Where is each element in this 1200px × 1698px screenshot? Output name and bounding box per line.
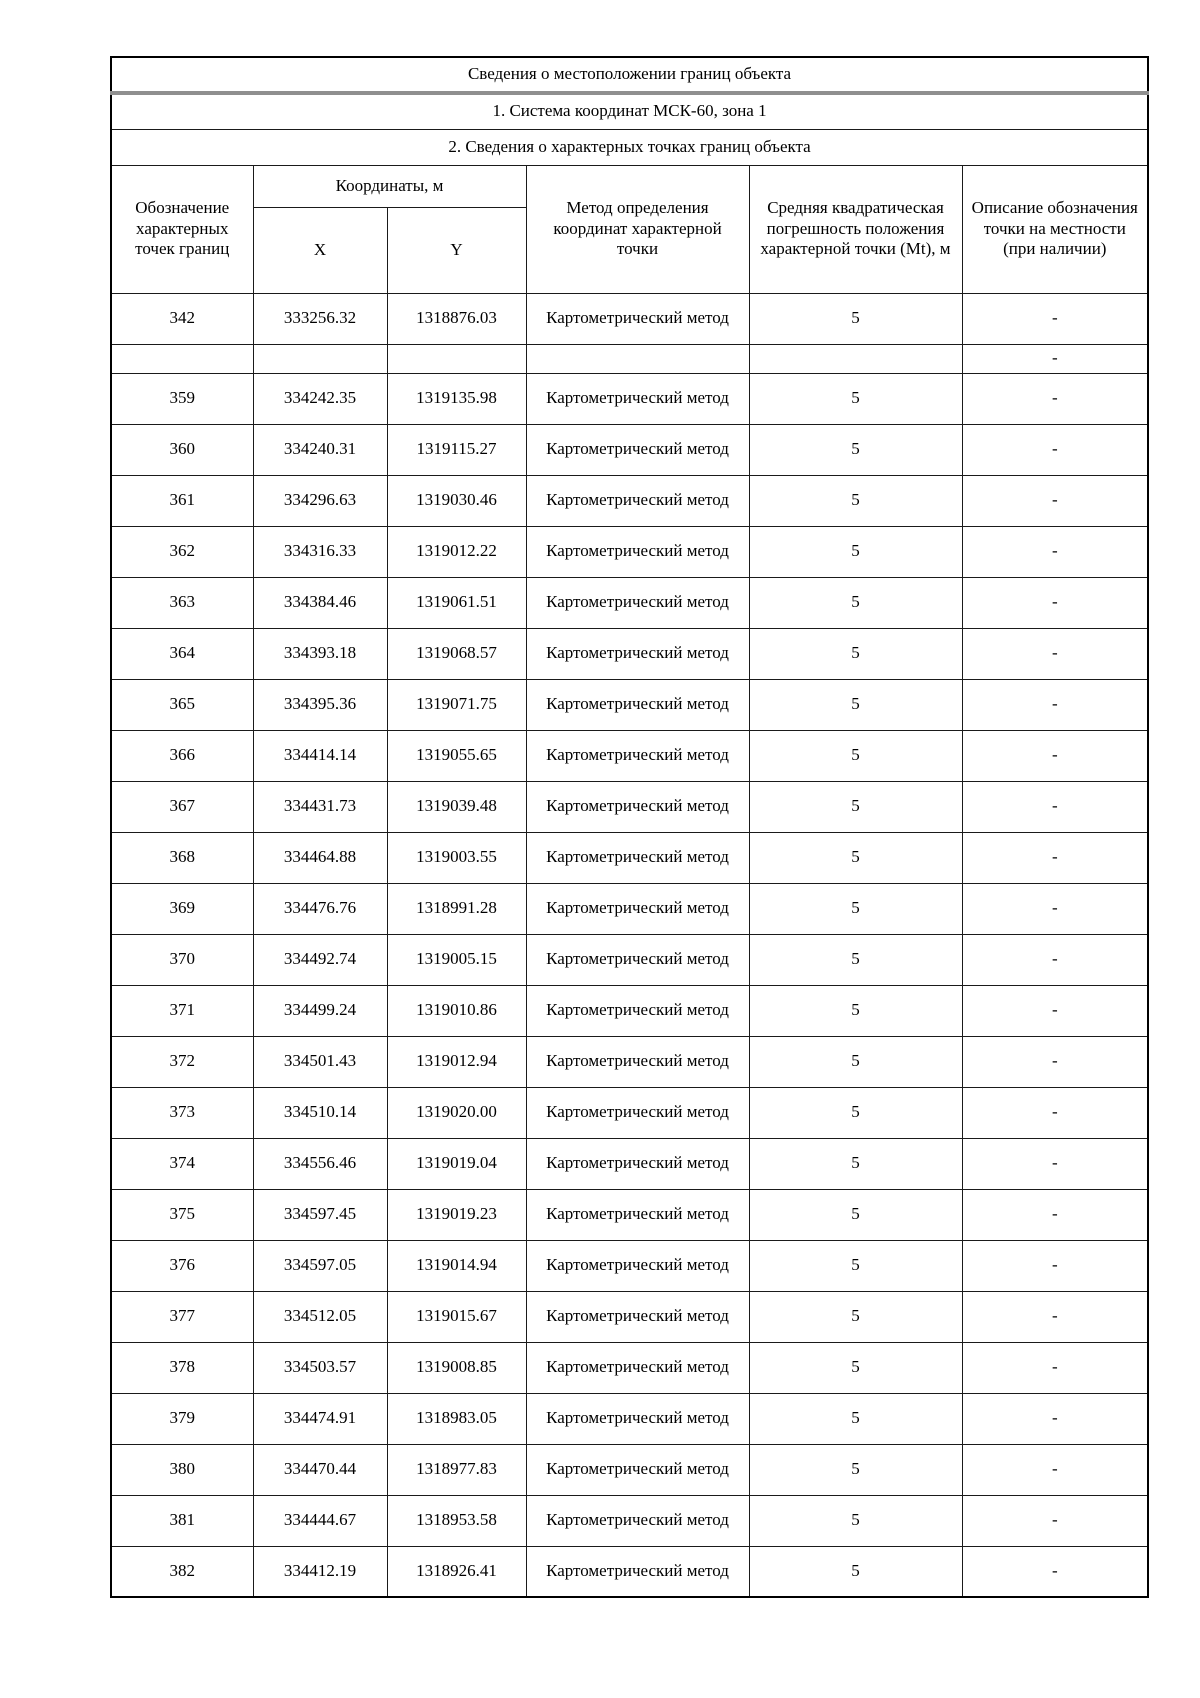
cell-x-coordinate: 334393.18 (253, 628, 387, 679)
cell-error: 5 (749, 1546, 962, 1597)
header-method: Метод определения координат характерной точки (526, 165, 749, 293)
cell-x-coordinate: 334316.33 (253, 526, 387, 577)
cell-y-coordinate: 1318926.41 (387, 1546, 526, 1597)
cell-error: 5 (749, 730, 962, 781)
cell-point-number: 377 (111, 1291, 253, 1342)
cell-method: Картометрический метод (526, 883, 749, 934)
boundary-points-table (110, 56, 1149, 1598)
table-row (111, 1546, 1148, 1597)
cell-point-number (111, 344, 253, 373)
cell-y-coordinate: 1319115.27 (387, 424, 526, 475)
table-title: Сведения о местоположении границ объекта (111, 57, 1148, 93)
cell-y-coordinate: 1319014.94 (387, 1240, 526, 1291)
cell-y-coordinate: 1319061.51 (387, 577, 526, 628)
table-row (111, 424, 1148, 475)
cell-method: Картометрический метод (526, 1189, 749, 1240)
cell-method: Картометрический метод (526, 781, 749, 832)
cell-point-number: 378 (111, 1342, 253, 1393)
table-row (111, 1291, 1148, 1342)
cell-description: - (962, 526, 1148, 577)
cell-description: - (962, 985, 1148, 1036)
cell-x-coordinate: 334501.43 (253, 1036, 387, 1087)
cell-x-coordinate: 334510.14 (253, 1087, 387, 1138)
cell-description: - (962, 883, 1148, 934)
cell-error: 5 (749, 577, 962, 628)
cell-point-number: 380 (111, 1444, 253, 1495)
cell-method: Картометрический метод (526, 1444, 749, 1495)
cell-error (749, 344, 962, 373)
cell-description: - (962, 373, 1148, 424)
cell-x-coordinate: 334414.14 (253, 730, 387, 781)
cell-point-number: 373 (111, 1087, 253, 1138)
cell-y-coordinate: 1319012.22 (387, 526, 526, 577)
cell-description: - (962, 679, 1148, 730)
table-row (111, 1393, 1148, 1444)
table-row (111, 730, 1148, 781)
cell-method: Картометрический метод (526, 475, 749, 526)
cell-method: Картометрический метод (526, 1036, 749, 1087)
cell-point-number: 371 (111, 985, 253, 1036)
header-error: Средняя квадратическая погрешность положения характерной точки (Mt), м (749, 165, 962, 293)
header-point-designation: Обозначение характерных точек границ (111, 165, 253, 293)
cell-error: 5 (749, 293, 962, 344)
cell-point-number: 381 (111, 1495, 253, 1546)
cell-x-coordinate: 334384.46 (253, 577, 387, 628)
cell-y-coordinate: 1319055.65 (387, 730, 526, 781)
table-row (111, 883, 1148, 934)
table-row (111, 1444, 1148, 1495)
cell-x-coordinate: 334556.46 (253, 1138, 387, 1189)
cell-x-coordinate: 334470.44 (253, 1444, 387, 1495)
cell-description: - (962, 730, 1148, 781)
cell-y-coordinate: 1319135.98 (387, 373, 526, 424)
cell-point-number: 375 (111, 1189, 253, 1240)
header-x: X (253, 207, 387, 293)
cell-method (526, 344, 749, 373)
cell-point-number: 360 (111, 424, 253, 475)
cell-x-coordinate: 334242.35 (253, 373, 387, 424)
cell-error: 5 (749, 1291, 962, 1342)
cell-x-coordinate: 334474.91 (253, 1393, 387, 1444)
cell-error: 5 (749, 1342, 962, 1393)
cell-error: 5 (749, 1240, 962, 1291)
cell-x-coordinate: 334412.19 (253, 1546, 387, 1597)
cell-method: Картометрический метод (526, 730, 749, 781)
cell-error: 5 (749, 1087, 962, 1138)
cell-method: Картометрический метод (526, 373, 749, 424)
table-row (111, 1087, 1148, 1138)
cell-error: 5 (749, 373, 962, 424)
cell-description: - (962, 424, 1148, 475)
cell-description: - (962, 832, 1148, 883)
cell-y-coordinate: 1318991.28 (387, 883, 526, 934)
cell-error: 5 (749, 832, 962, 883)
cell-y-coordinate: 1319015.67 (387, 1291, 526, 1342)
cell-error: 5 (749, 1036, 962, 1087)
table-row (111, 832, 1148, 883)
header-row-top (111, 165, 1148, 207)
cell-method: Картометрический метод (526, 832, 749, 883)
cell-description: - (962, 344, 1148, 373)
cell-point-number: 370 (111, 934, 253, 985)
cell-point-number: 368 (111, 832, 253, 883)
cell-error: 5 (749, 1138, 962, 1189)
cell-x-coordinate: 334395.36 (253, 679, 387, 730)
cell-method: Картометрический метод (526, 577, 749, 628)
cell-method: Картометрический метод (526, 1342, 749, 1393)
cell-x-coordinate: 334492.74 (253, 934, 387, 985)
cell-x-coordinate (253, 344, 387, 373)
cell-error: 5 (749, 628, 962, 679)
cell-method: Картометрический метод (526, 293, 749, 344)
cell-method: Картометрический метод (526, 1087, 749, 1138)
cell-x-coordinate: 334476.76 (253, 883, 387, 934)
cell-y-coordinate: 1319020.00 (387, 1087, 526, 1138)
cell-point-number: 379 (111, 1393, 253, 1444)
cell-y-coordinate: 1319019.23 (387, 1189, 526, 1240)
cell-method: Картометрический метод (526, 1240, 749, 1291)
table-row (111, 344, 1148, 373)
coordinate-system-row (111, 93, 1148, 129)
cell-method: Картометрический метод (526, 526, 749, 577)
cell-y-coordinate: 1318876.03 (387, 293, 526, 344)
cell-point-number: 372 (111, 1036, 253, 1087)
cell-error: 5 (749, 883, 962, 934)
table-row (111, 1240, 1148, 1291)
cell-error: 5 (749, 679, 962, 730)
cell-description: - (962, 475, 1148, 526)
cell-method: Картометрический метод (526, 985, 749, 1036)
cell-description: - (962, 1393, 1148, 1444)
header-coordinates-group: Координаты, м (253, 165, 526, 207)
cell-point-number: 382 (111, 1546, 253, 1597)
cell-description: - (962, 1189, 1148, 1240)
cell-method: Картометрический метод (526, 679, 749, 730)
cell-description: - (962, 293, 1148, 344)
cell-y-coordinate: 1319003.55 (387, 832, 526, 883)
cell-method: Картометрический метод (526, 1291, 749, 1342)
cell-y-coordinate: 1319068.57 (387, 628, 526, 679)
cell-method: Картометрический метод (526, 1495, 749, 1546)
cell-x-coordinate: 334444.67 (253, 1495, 387, 1546)
cell-point-number: 363 (111, 577, 253, 628)
cell-y-coordinate: 1318977.83 (387, 1444, 526, 1495)
cell-error: 5 (749, 781, 962, 832)
cell-x-coordinate: 334503.57 (253, 1342, 387, 1393)
cell-x-coordinate: 333256.32 (253, 293, 387, 344)
cell-description: - (962, 1087, 1148, 1138)
table-row (111, 293, 1148, 344)
coordinate-system-label: 1. Система координат МСК-60, зона 1 (111, 93, 1148, 129)
cell-x-coordinate: 334512.05 (253, 1291, 387, 1342)
header-y: Y (387, 207, 526, 293)
cell-x-coordinate: 334464.88 (253, 832, 387, 883)
cell-description: - (962, 1495, 1148, 1546)
cell-description: - (962, 1240, 1148, 1291)
cell-x-coordinate: 334499.24 (253, 985, 387, 1036)
cell-x-coordinate: 334296.63 (253, 475, 387, 526)
cell-point-number: 376 (111, 1240, 253, 1291)
cell-y-coordinate: 1319008.85 (387, 1342, 526, 1393)
header-description: Описание обозначения точки на местности (при наличии) (962, 165, 1148, 293)
cell-error: 5 (749, 985, 962, 1036)
cell-error: 5 (749, 1495, 962, 1546)
table-row (111, 526, 1148, 577)
table-title-row (111, 57, 1148, 93)
section-title-row (111, 129, 1148, 165)
cell-method: Картометрический метод (526, 1546, 749, 1597)
cell-error: 5 (749, 934, 962, 985)
cell-point-number: 361 (111, 475, 253, 526)
cell-point-number: 362 (111, 526, 253, 577)
table-row (111, 934, 1148, 985)
cell-error: 5 (749, 1189, 962, 1240)
table-row (111, 1189, 1148, 1240)
table-row (111, 1138, 1148, 1189)
cell-y-coordinate: 1319010.86 (387, 985, 526, 1036)
cell-description: - (962, 1036, 1148, 1087)
cell-description: - (962, 1291, 1148, 1342)
table-row (111, 679, 1148, 730)
cell-y-coordinate (387, 344, 526, 373)
cell-x-coordinate: 334597.05 (253, 1240, 387, 1291)
cell-point-number: 374 (111, 1138, 253, 1189)
section-title-label: 2. Сведения о характерных точках границ объекта (111, 129, 1148, 165)
cell-method: Картометрический метод (526, 628, 749, 679)
table-row (111, 781, 1148, 832)
cell-description: - (962, 1546, 1148, 1597)
cell-y-coordinate: 1319019.04 (387, 1138, 526, 1189)
table-row (111, 628, 1148, 679)
table-row (111, 1342, 1148, 1393)
cell-x-coordinate: 334431.73 (253, 781, 387, 832)
table-row (111, 373, 1148, 424)
cell-error: 5 (749, 1444, 962, 1495)
cell-y-coordinate: 1319012.94 (387, 1036, 526, 1087)
cell-description: - (962, 577, 1148, 628)
cell-x-coordinate: 334240.31 (253, 424, 387, 475)
cell-description: - (962, 628, 1148, 679)
cell-point-number: 365 (111, 679, 253, 730)
cell-description: - (962, 1444, 1148, 1495)
cell-point-number: 369 (111, 883, 253, 934)
cell-point-number: 366 (111, 730, 253, 781)
cell-description: - (962, 1342, 1148, 1393)
cell-point-number: 364 (111, 628, 253, 679)
cell-point-number: 342 (111, 293, 253, 344)
cell-error: 5 (749, 526, 962, 577)
cell-y-coordinate: 1319071.75 (387, 679, 526, 730)
cell-description: - (962, 934, 1148, 985)
table-row (111, 475, 1148, 526)
table-row (111, 985, 1148, 1036)
cell-description: - (962, 781, 1148, 832)
cell-error: 5 (749, 424, 962, 475)
cell-method: Картометрический метод (526, 934, 749, 985)
table-body (111, 293, 1148, 1597)
cell-point-number: 367 (111, 781, 253, 832)
table-row (111, 1036, 1148, 1087)
cell-y-coordinate: 1319005.15 (387, 934, 526, 985)
cell-y-coordinate: 1319030.46 (387, 475, 526, 526)
cell-y-coordinate: 1318953.58 (387, 1495, 526, 1546)
cell-y-coordinate: 1318983.05 (387, 1393, 526, 1444)
cell-error: 5 (749, 1393, 962, 1444)
cell-method: Картометрический метод (526, 1393, 749, 1444)
cell-y-coordinate: 1319039.48 (387, 781, 526, 832)
table-row (111, 1495, 1148, 1546)
cell-error: 5 (749, 475, 962, 526)
cell-x-coordinate: 334597.45 (253, 1189, 387, 1240)
cell-point-number: 359 (111, 373, 253, 424)
cell-description: - (962, 1138, 1148, 1189)
cell-method: Картометрический метод (526, 1138, 749, 1189)
cell-method: Картометрический метод (526, 424, 749, 475)
table-row (111, 577, 1148, 628)
